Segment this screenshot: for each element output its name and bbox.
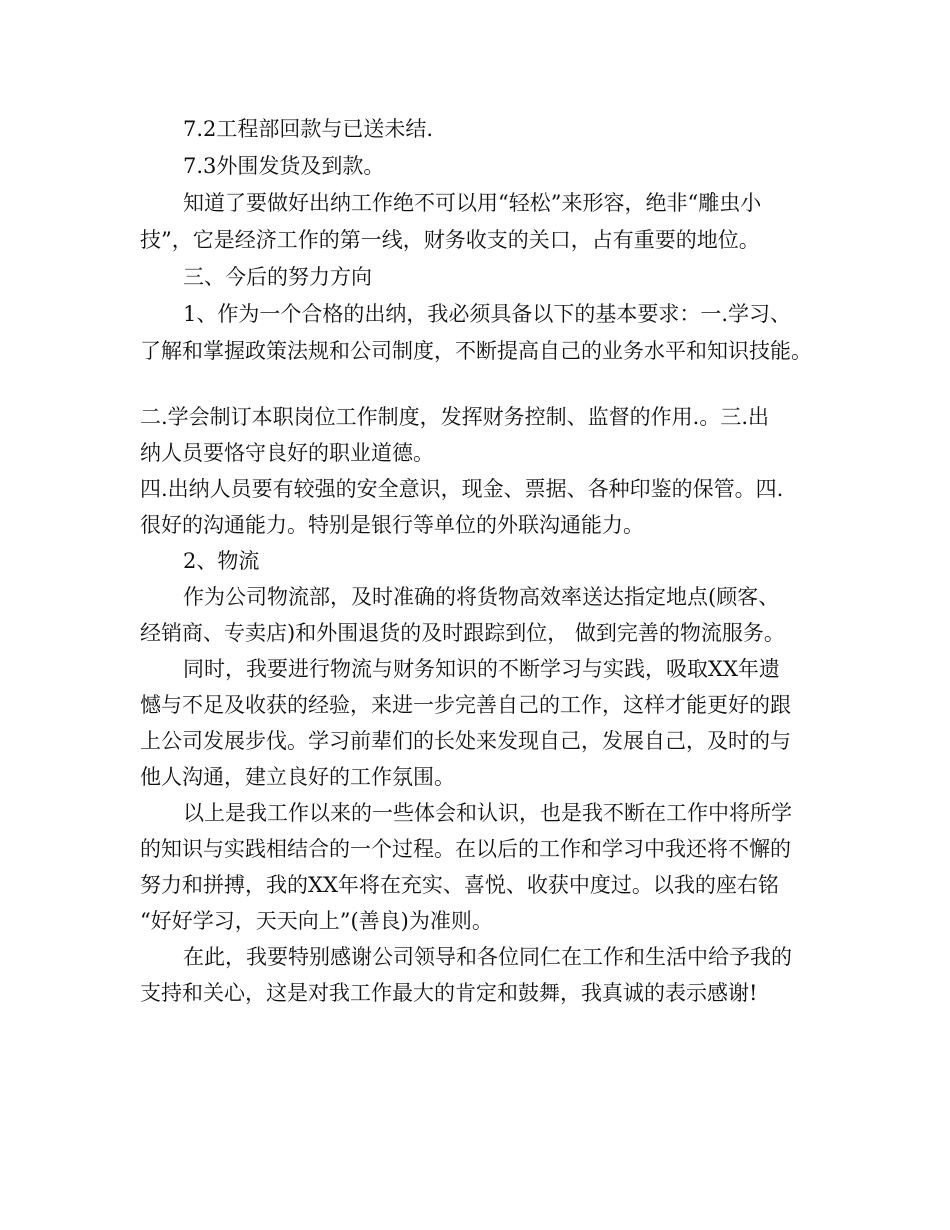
- text-line: 经销商、专卖店)和外围退货的及时跟踪到位， 做到完善的物流服务。: [140, 621, 785, 645]
- text-line: 1、作为一个合格的出纳，我必须具备以下的基本要求：一.学习、: [183, 302, 792, 326]
- text-line: 技”，它是经济工作的第一线，财务收支的关口，占有重要的地位。: [140, 228, 760, 252]
- text-line: 作为公司物流部，及时准确的将货物高效率送达指定地点(顾客、: [183, 585, 780, 609]
- section-heading: 2、物流: [183, 549, 260, 573]
- text-line: 二.学会制订本职岗位工作制度，发挥财务控制、监督的作用.。三.出: [140, 405, 770, 429]
- text-line: 四.出纳人员要有较强的安全意识，现金、票据、各种印鉴的保管。四.: [140, 477, 784, 501]
- text-line: 他人沟通，建立良好的工作氛围。: [140, 765, 455, 789]
- text-line: 上公司发展步伐。学习前辈们的长处来发现自己，发展自己，及时的与: [140, 729, 791, 753]
- text-line: 的知识与实践相结合的一个过程。在以后的工作和学习中我还将不懈的: [140, 837, 791, 861]
- text-line: 知道了要做好出纳工作绝不可以用“轻松”来形容，绝非“雕虫小: [183, 191, 762, 215]
- text-line: 纳人员要恪守良好的职业道德。: [140, 441, 434, 465]
- text-line: 7.3外围发货及到款。: [183, 154, 385, 178]
- text-line: “好好学习，天天向上”(善良)为准则。: [140, 909, 493, 933]
- text-line: 支持和关心，这是对我工作最大的肯定和鼓舞，我真诚的表示感谢!: [140, 981, 758, 1005]
- text-line: 了解和掌握政策法规和公司制度，不断提高自己的业务水平和知识技能。: [140, 339, 812, 363]
- text-line: 憾与不足及收获的经验，来进一步完善自己的工作，这样才能更好的跟: [140, 693, 791, 717]
- text-line: 同时，我要进行物流与财务知识的不断学习与实践，吸取XX年遗: [183, 657, 780, 681]
- text-line: 在此，我要特别感谢公司领导和各位同仁在工作和生活中给予我的: [183, 945, 792, 969]
- text-line: 以上是我工作以来的一些体会和认识，也是我不断在工作中将所学: [183, 801, 792, 825]
- text-line: 很好的沟通能力。特别是银行等单位的外联沟通能力。: [140, 513, 644, 537]
- text-line: 努力和拼搏，我的XX年将在充实、喜悦、收获中度过。以我的座右铭: [140, 873, 779, 897]
- text-line: 7.2工程部回款与已送未结.: [183, 117, 434, 141]
- section-heading: 三、今后的努力方向: [183, 265, 372, 289]
